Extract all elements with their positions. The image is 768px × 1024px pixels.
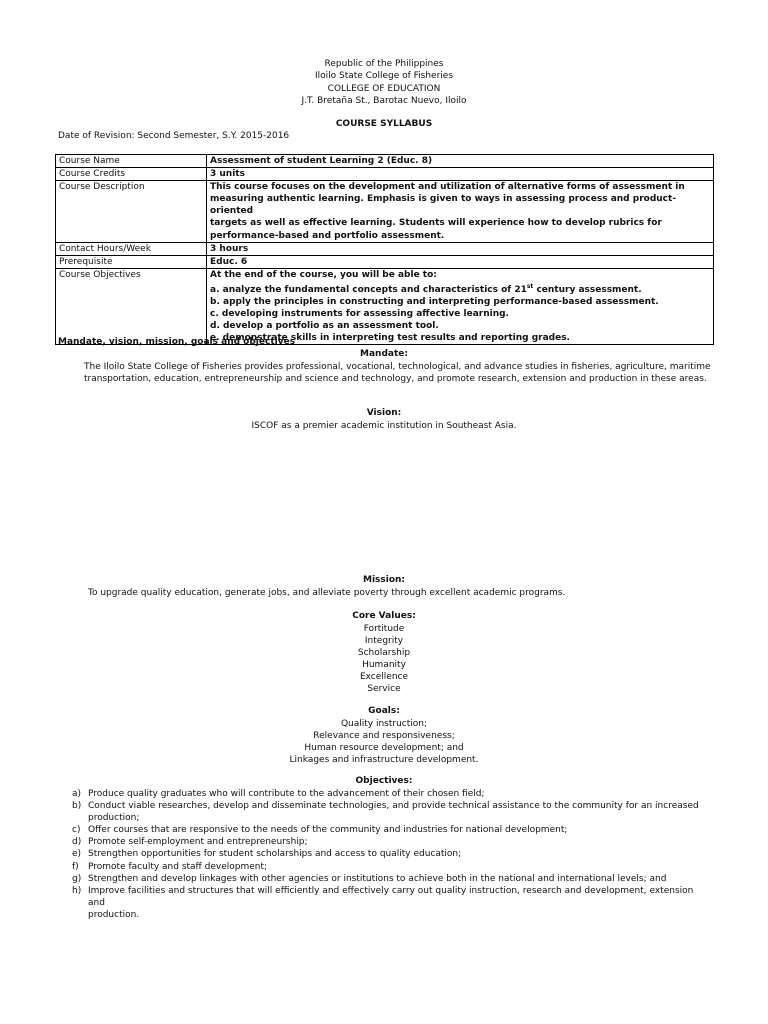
description-line: performance-based and portfolio assessment. <box>210 230 445 241</box>
course-objective-item: c. developing instruments for assessing affective learning. <box>210 309 509 320</box>
course-name-value: Assessment of student Learning 2 (Educ. 8) <box>207 155 714 168</box>
list-item: Fortitude <box>363 624 405 634</box>
table-row <box>56 268 714 345</box>
course-credits-label: Course Credits <box>56 168 207 181</box>
course-description-label: Course Description <box>56 181 207 242</box>
list-item: Relevance and responsiveness; <box>313 731 455 742</box>
list-item: Service <box>367 684 401 695</box>
course-objective-item: e. demonstrate skills in interpreting test results and reporting grades. <box>210 333 570 344</box>
course-name-label: Course Name <box>56 155 207 168</box>
list-letter: a) <box>72 789 82 799</box>
contact-hours-value: 3 hours <box>207 242 714 255</box>
header-line: J.T. Bretaña St., Barotac Nuevo, Iloilo <box>301 95 467 106</box>
list-item <box>72 885 712 921</box>
course-objectives-label: Course Objectives <box>56 268 207 345</box>
course-objective-item: d. develop a portfolio as an assessment tool. <box>210 321 439 332</box>
list-item: Quality instruction; <box>340 719 428 729</box>
objective-line: Strengthen opportunities for student scholarships and access to quality education; <box>88 849 462 860</box>
list-letter: e) <box>72 849 82 860</box>
list-letter: h) <box>72 885 82 896</box>
objective-text <box>88 836 308 848</box>
contact-hours-label: Contact Hours/Week <box>56 242 207 255</box>
header-line: Iloilo State College of Fisheries <box>314 71 454 82</box>
list-item <box>72 788 712 800</box>
institution-header <box>0 58 768 107</box>
table-row <box>56 255 714 268</box>
objective-text <box>88 788 485 800</box>
objectives-title: Objectives: <box>355 776 413 786</box>
list-item: Humanity <box>362 660 406 671</box>
course-objective-item: b. apply the principles in constructing and interpreting performance-based assessment. <box>210 297 659 308</box>
goals-title: Goals: <box>368 706 400 716</box>
objective-text <box>88 824 567 836</box>
superscript: st <box>526 282 534 290</box>
list-item: Excellence <box>359 672 409 683</box>
core-values-title: Core Values: <box>352 611 416 621</box>
objective-line: Strengthen and develop linkages with other agencies or institutions to achieve both in the national and international levels; and <box>88 873 667 884</box>
mandate-text <box>84 361 711 385</box>
list-item <box>72 836 712 848</box>
objective-text <box>88 873 666 885</box>
list-item <box>72 800 712 824</box>
list-item: Scholarship <box>357 648 411 659</box>
course-objectives-value <box>207 268 714 345</box>
table-row <box>56 242 714 255</box>
goals-list <box>0 718 768 766</box>
table-row <box>56 155 714 168</box>
objective-line: Offer courses that are responsive to the needs of the community and industries for national development; <box>88 825 568 836</box>
objective-line: Conduct viable researches, develop and disseminate technologies, and provide technical assistance to the community for an increased <box>88 801 699 812</box>
objective-text <box>88 848 461 860</box>
description-line: targets as well as effective learning. Students will experience how to develop rubrics for <box>210 218 662 229</box>
table-row <box>56 181 714 242</box>
mission-text: To upgrade quality education, generate jobs, and alleviate poverty through excellent academic programs. <box>88 588 566 598</box>
mandate-line: transportation, education, entrepreneurship and science and technology, and promote research, extension and production in these areas. <box>84 374 707 385</box>
mvgo-heading: Mandate, vision, mission, goals and objectives <box>58 337 296 347</box>
mission-title: Mission: <box>362 575 406 585</box>
course-credits-value: 3 units <box>207 168 714 181</box>
document-title: COURSE SYLLABUS <box>335 119 433 129</box>
course-description-value <box>207 181 714 242</box>
course-info-table <box>55 154 714 345</box>
objectives-intro: At the end of the course, you will be able to: <box>210 269 437 280</box>
vision-text: ISCOF as a premier academic institution in Southeast Asia. <box>251 421 517 431</box>
mandate-line: The Iloilo State College of Fisheries provides professional, vocational, technological, and advance studies in fisheries, agriculture, maritime <box>84 362 711 372</box>
description-line: This course focuses on the development and utilization of alternative forms of assessment in <box>210 182 685 193</box>
prerequisite-value: Educ. 6 <box>207 255 714 268</box>
objective-text: century assessment. <box>533 284 642 295</box>
list-item: Human resource development; and <box>304 743 464 754</box>
list-item <box>72 848 712 860</box>
table-row <box>56 168 714 181</box>
course-objective-item <box>210 281 710 296</box>
objectives-list <box>72 788 712 921</box>
objective-line: Produce quality graduates who will contribute to the advancement of their chosen field; <box>88 789 485 799</box>
objective-line: production; <box>88 813 140 824</box>
description-line: measuring authentic learning. Emphasis is given to ways in assessing process and product-oriented <box>210 194 677 217</box>
objective-text <box>88 885 712 921</box>
header-line: Republic of the Philippines <box>324 59 444 69</box>
mandate-title: Mandate: <box>360 349 408 359</box>
objective-text <box>88 800 699 824</box>
list-letter: g) <box>72 873 82 884</box>
objective-line: Promote self-employment and entrepreneurship; <box>88 837 308 848</box>
list-item <box>72 824 712 836</box>
core-values-list <box>0 623 768 696</box>
objective-line: Promote faculty and staff development; <box>88 861 268 872</box>
list-letter: f) <box>72 861 79 872</box>
objective-line: Improve facilities and structures that will efficiently and effectively carry out quality instruction, research and development, extension and <box>88 885 694 908</box>
vision-title: Vision: <box>366 408 402 418</box>
objective-text <box>88 861 267 873</box>
list-letter: b) <box>72 801 82 812</box>
list-letter: c) <box>72 825 81 836</box>
list-item: Integrity <box>364 636 404 647</box>
list-item: Linkages and infrastructure development. <box>289 755 479 766</box>
list-letter: d) <box>72 837 82 848</box>
objective-line: production. <box>88 909 140 920</box>
revision-date: Date of Revision: Second Semester, S.Y. 2015-2016 <box>58 131 290 141</box>
list-item <box>72 861 712 873</box>
header-line: COLLEGE OF EDUCATION <box>327 83 441 94</box>
prerequisite-label: Prerequisite <box>56 255 207 268</box>
list-item <box>72 873 712 885</box>
objective-text: a. analyze the fundamental concepts and characteristics of 21 <box>210 284 527 295</box>
